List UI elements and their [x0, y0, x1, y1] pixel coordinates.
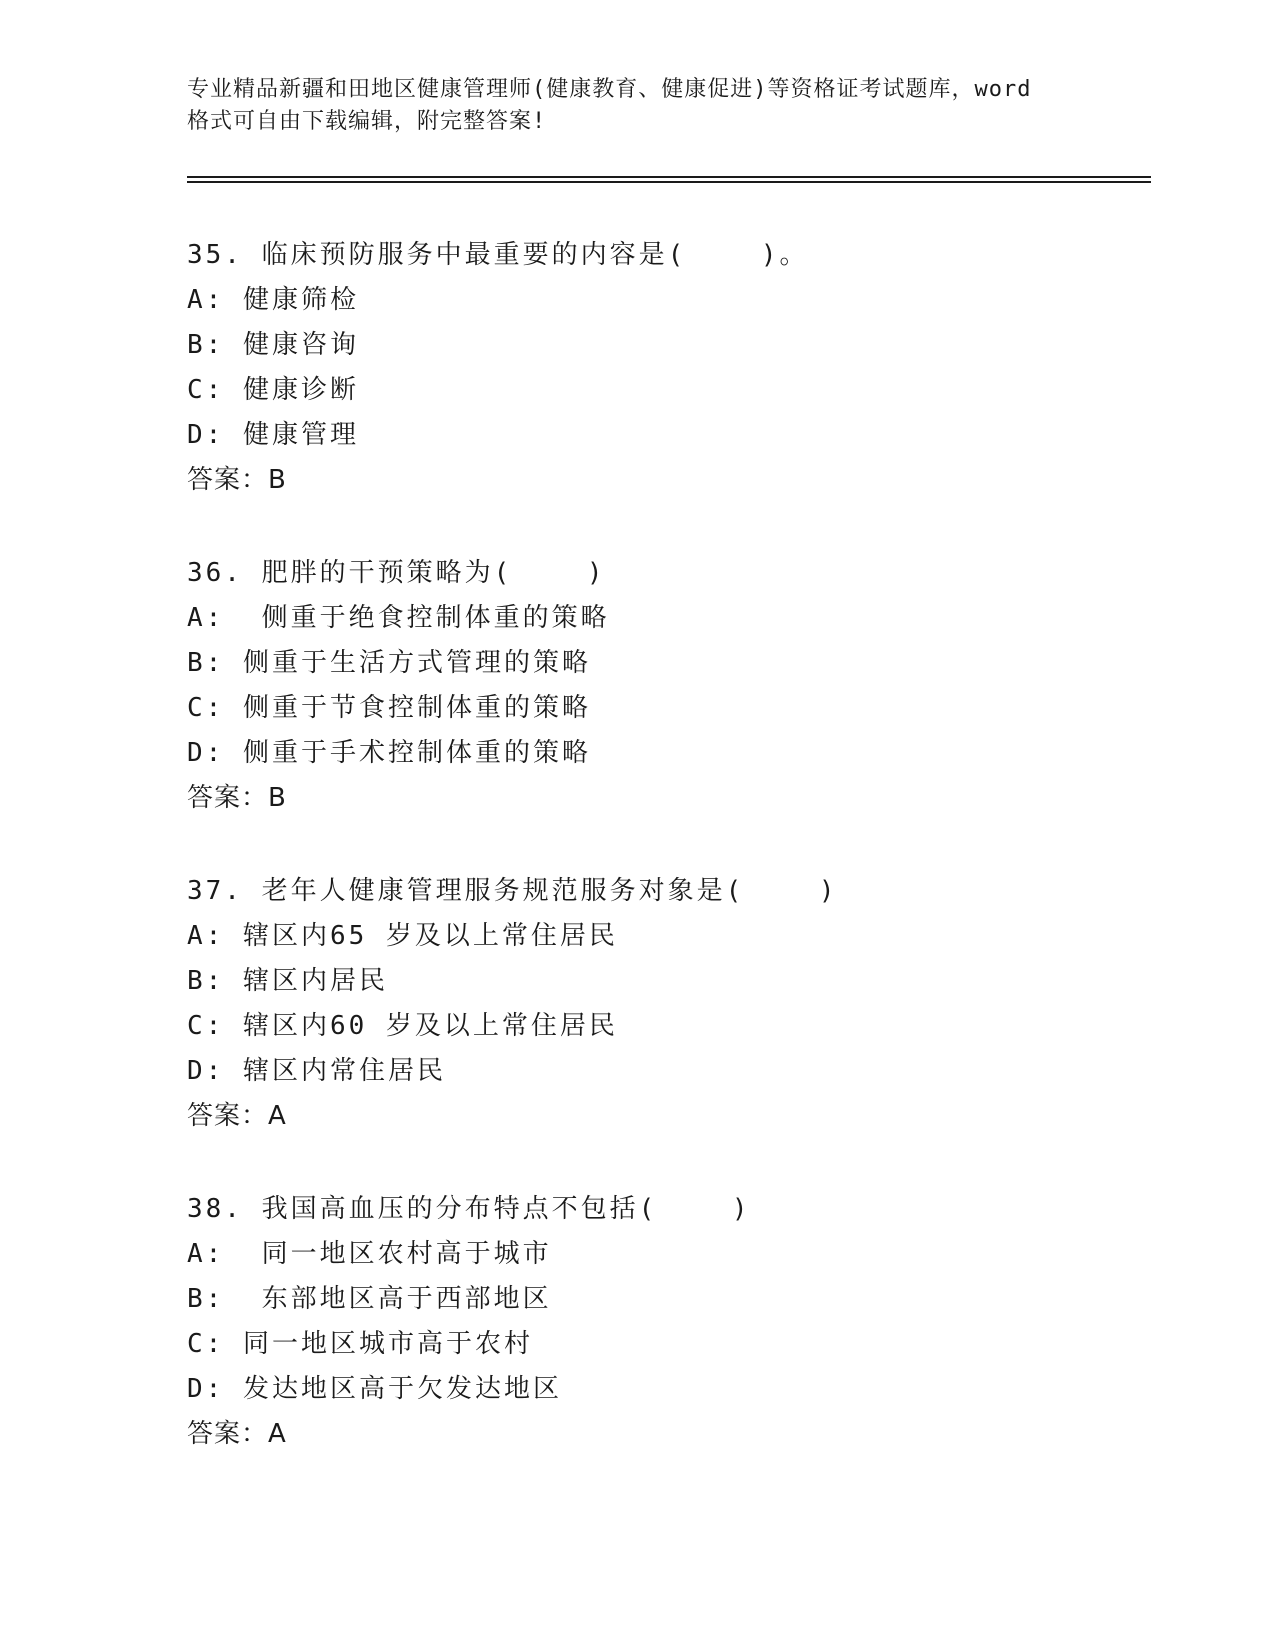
question-stem: 38. 我国高血压的分布特点不包括( )	[187, 1194, 751, 1224]
option-a: A: 同一地区农村高于城市	[187, 1239, 552, 1269]
answer: 答案：B	[187, 783, 287, 813]
option-c: C: 健康诊断	[187, 375, 359, 405]
option-d: D: 发达地区高于欠发达地区	[187, 1374, 562, 1404]
header-line-2: 格式可自由下载编辑，附完整答案!	[187, 109, 547, 134]
question-stem: 35. 临床预防服务中最重要的内容是( )。	[187, 240, 809, 270]
option-c: C: 辖区内60 岁及以上常住居民	[187, 1011, 618, 1041]
question-stem: 37. 老年人健康管理服务规范服务对象是( )	[187, 876, 838, 906]
option-a: A: 侧重于绝食控制体重的策略	[187, 603, 610, 633]
question-38	[187, 1187, 1147, 1457]
option-a: A: 健康筛检	[187, 285, 359, 315]
question-stem: 36. 肥胖的干预策略为( )	[187, 558, 606, 588]
option-b: B: 侧重于生活方式管理的策略	[187, 648, 591, 678]
option-d: D: 健康管理	[187, 420, 359, 450]
question-35	[187, 233, 1147, 503]
question-37	[187, 869, 1147, 1139]
answer: 答案：B	[187, 465, 287, 495]
header-line-1: 专业精品新疆和田地区健康管理师(健康教育、健康促进)等资格证考试题库，word	[187, 77, 1032, 102]
question-36	[187, 551, 1147, 821]
option-d: D: 辖区内常住居民	[187, 1056, 446, 1086]
option-d: D: 侧重于手术控制体重的策略	[187, 738, 591, 768]
option-b: B: 辖区内居民	[187, 966, 388, 996]
header-rule-top	[187, 176, 1151, 178]
option-b: B: 东部地区高于西部地区	[187, 1284, 552, 1314]
option-a: A: 辖区内65 岁及以上常住居民	[187, 921, 618, 951]
answer: 答案：A	[187, 1419, 287, 1449]
option-c: C: 同一地区城市高于农村	[187, 1329, 533, 1359]
answer: 答案：A	[187, 1101, 287, 1131]
option-b: B: 健康咨询	[187, 330, 359, 360]
option-c: C: 侧重于节食控制体重的策略	[187, 693, 591, 723]
header-rule-bottom	[187, 181, 1151, 183]
document-header	[187, 74, 1087, 138]
